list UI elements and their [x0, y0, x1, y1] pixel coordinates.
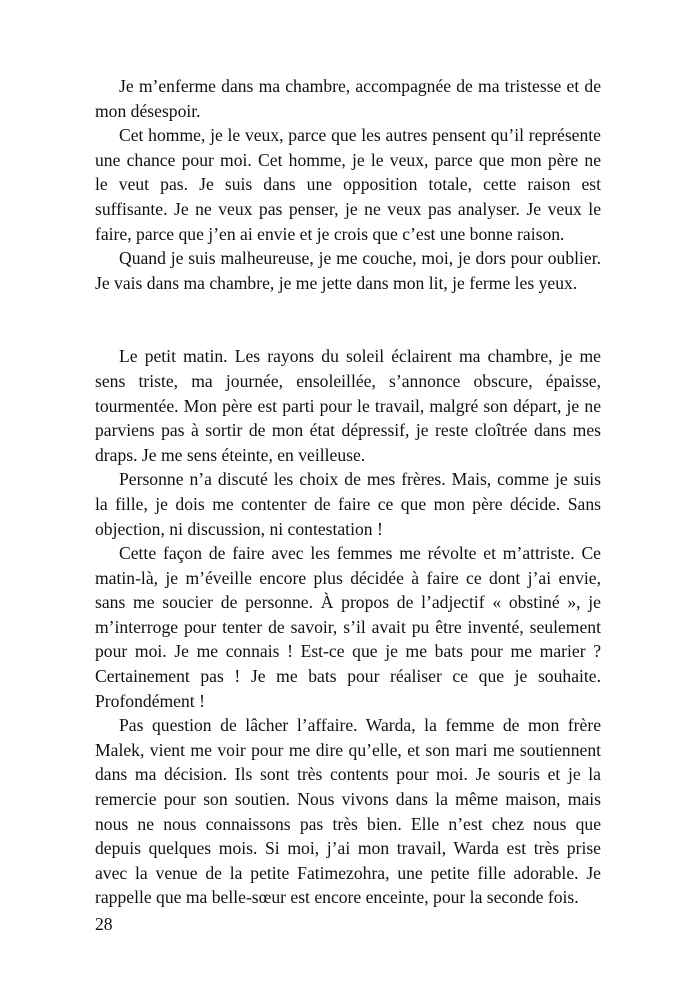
- text-section: [95, 74, 601, 295]
- text-line: Profondément !: [95, 690, 205, 711]
- text-line: m’interroge pour tenter de savoir, s’il avait pu être inventé, seulement: [95, 616, 601, 637]
- text-line: dans ma décision. Ils sont très contents pour moi. Je souris et je la: [95, 764, 601, 785]
- text-line: Quand je suis malheureuse, je me couche, moi, je dors pour oublier.: [119, 248, 601, 269]
- paragraph: [95, 123, 601, 246]
- section-break: [95, 295, 601, 344]
- paragraph: [95, 467, 601, 541]
- text-line: sens triste, ma journée, ensoleillée, s’annonce obscure, épaisse,: [95, 370, 601, 391]
- text-line: remercie pour son soutien. Nous vivons dans la même maison, mais: [95, 789, 601, 810]
- text-line: Personne n’a discuté les choix de mes frères. Mais, comme je suis: [119, 469, 601, 490]
- text-line: Certainement pas ! Je me bats pour réaliser ce que je souhaite.: [95, 666, 601, 687]
- text-line: Je m’enferme dans ma chambre, accompagnée de ma tristesse et de: [119, 76, 601, 96]
- text-line: nous ne nous connaissons pas très bien. Elle n’est chez nous que: [95, 813, 601, 834]
- text-line: faire, parce que j’en ai envie et je crois que c’est une bonne raison.: [95, 223, 565, 244]
- paragraph: [95, 344, 601, 467]
- page-number: 28: [95, 914, 113, 934]
- text-line: avec la venue de la petite Fatimezohra, une petite fille adorable. Je: [95, 862, 601, 883]
- text-line: une chance pour moi. Cet homme, je le veux, parce que mon père ne: [95, 149, 601, 170]
- text-line: draps. Je me sens éteinte, en veilleuse.: [95, 444, 366, 465]
- page-body: [95, 74, 601, 910]
- text-line: rappelle que ma belle-sœur est encore enceinte, pour la seconde fois.: [95, 887, 579, 908]
- text-line: pour moi. Je me connais ! Est-ce que je me bats pour me marier ?: [95, 641, 601, 662]
- text-line: parviens pas à sortir de mon état dépressif, je reste cloîtrée dans mes: [95, 420, 601, 441]
- text-line: la fille, je dois me contenter de faire ce que mon père décide. Sans: [95, 493, 601, 514]
- text-line: objection, ni discussion, ni contestation !: [95, 518, 383, 539]
- text-line: tourmentée. Mon père est parti pour le travail, malgré son départ, je ne: [95, 395, 601, 416]
- paragraph: [95, 713, 601, 910]
- text-line: Cette façon de faire avec les femmes me révolte et m’attriste. Ce: [119, 543, 601, 564]
- paragraph: [95, 246, 601, 295]
- text-line: suffisante. Je ne veux pas penser, je ne veux pas analyser. Je veux le: [95, 198, 601, 219]
- paragraph: [95, 541, 601, 713]
- text-line: le veut pas. Je suis dans une opposition totale, cette raison est: [95, 174, 601, 195]
- text-line: Cet homme, je le veux, parce que les autres pensent qu’il représente: [119, 125, 601, 146]
- text-section: [95, 344, 601, 910]
- text-line: Pas question de lâcher l’affaire. Warda, la femme de mon frère: [119, 715, 601, 736]
- text-line: Malek, vient me voir pour me dire qu’elle, et son mari me soutiennent: [95, 739, 601, 760]
- paragraph: [95, 74, 601, 123]
- text-line: depuis quelques mois. Si moi, j’ai mon travail, Warda est très prise: [95, 838, 601, 859]
- text-line: mon désespoir.: [95, 100, 201, 121]
- text-line: matin-là, je m’éveille encore plus décidée à faire ce dont j’ai envie,: [95, 567, 601, 588]
- text-line: sans me soucier de personne. À propos de l’adjectif « obstiné », je: [95, 592, 601, 613]
- text-line: Je vais dans ma chambre, je me jette dans mon lit, je ferme les yeux.: [95, 272, 578, 293]
- text-line: Le petit matin. Les rayons du soleil éclairent ma chambre, je me: [119, 346, 601, 367]
